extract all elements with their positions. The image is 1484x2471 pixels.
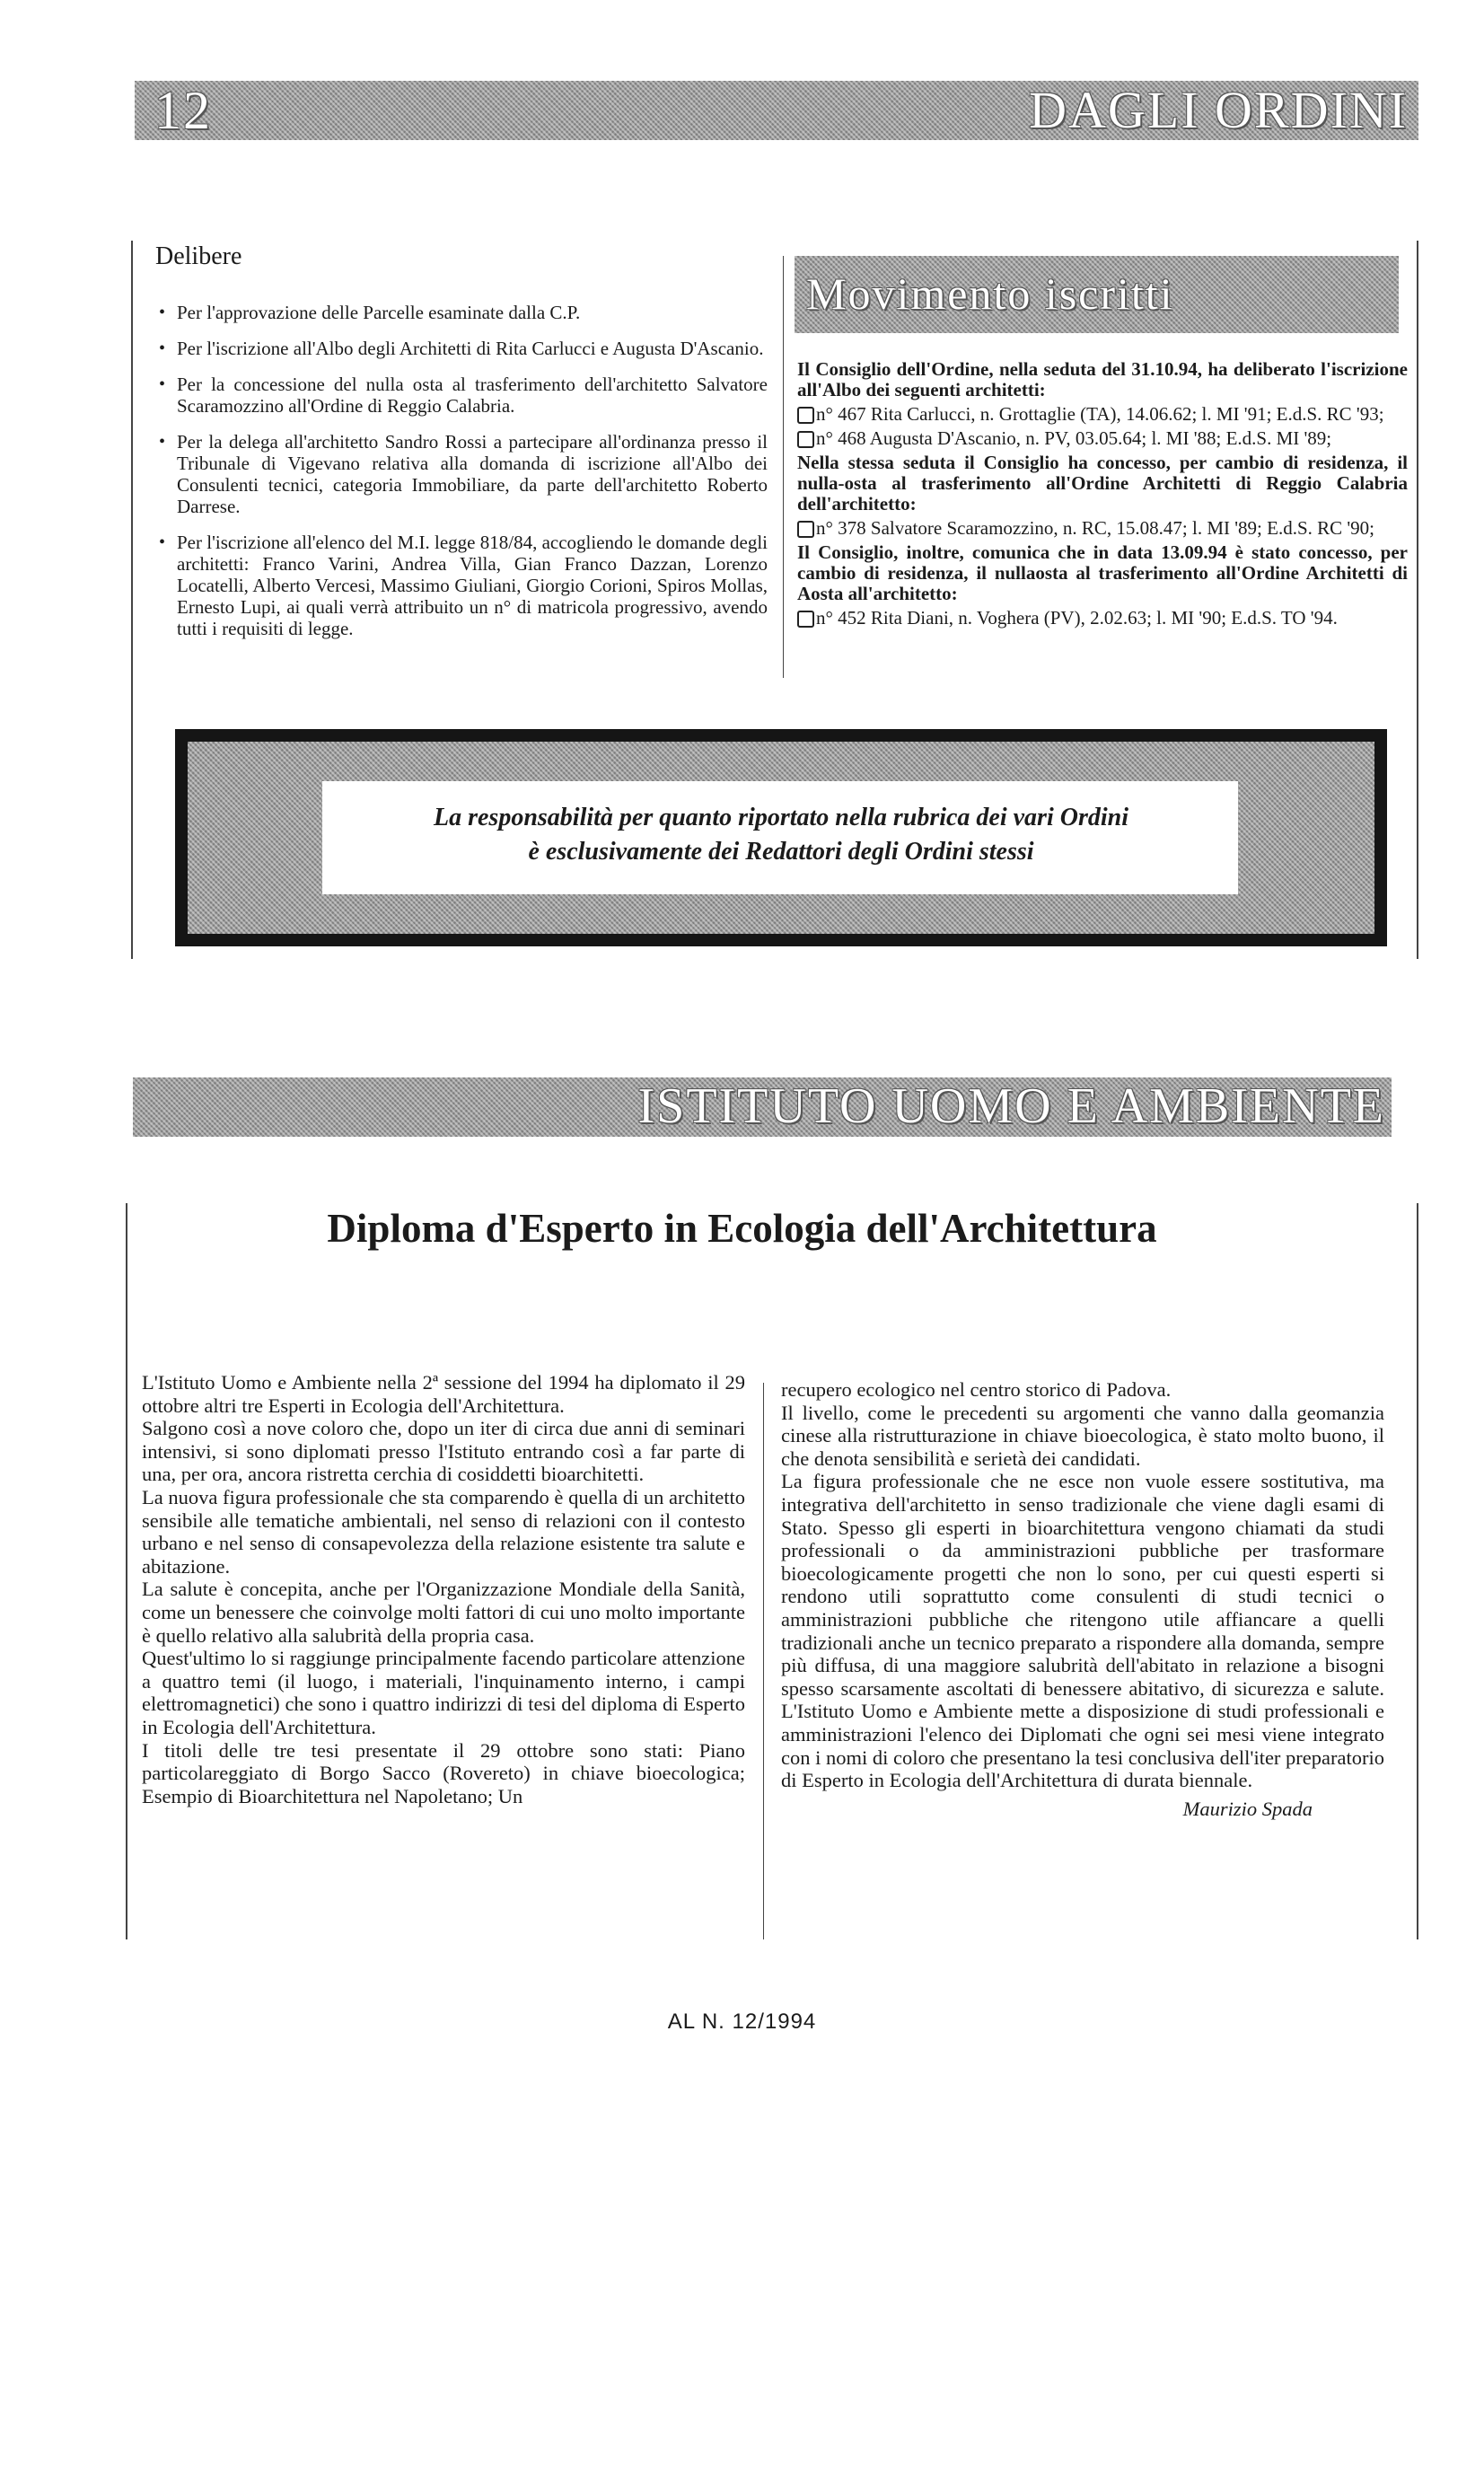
column-divider xyxy=(783,256,784,678)
article-paragraph: La salute è concepita, anche per l'Organizzazione Mondiale della Sanità, come un benessere che coinvolge molti fattori di cui uno molto importante è quello relativo alla salubrità della propria casa. xyxy=(142,1578,745,1647)
registration-text: n° 468 Augusta D'Ascanio, n. PV, 03.05.64; l. MI '88; E.d.S. MI '89; xyxy=(816,427,1332,449)
notice-line-2: è esclusivamente dei Redattori degli Ordini stessi xyxy=(528,838,1034,866)
article-paragraph: Il livello, come le precedenti su argomenti che vanno dalla geomanzia cinese alla ristrutturazione in chiave bioecologica, è stato molto buono, il che denota sensibilità e serietà dei candidati. xyxy=(781,1401,1384,1470)
istituto-banner-title: ISTITUTO UOMO E AMBIENTE xyxy=(637,1078,1385,1134)
article-right-column xyxy=(781,1378,1384,1820)
list-item: • Per l'approvazione delle Parcelle esaminate dalla C.P. xyxy=(155,302,768,323)
registration-entry xyxy=(797,608,1408,632)
article-left-column xyxy=(142,1371,745,1807)
notice-text xyxy=(175,801,1387,869)
article-paragraph: recupero ecologico nel centro storico di Padova. xyxy=(781,1378,1172,1401)
article-paragraph: I titoli delle tre tesi presentate il 29 ottobre sono stati: Piano particolareggiato di Borgo Sacco (Rovereto) in chiave bioecologica; Esempio di Bioarchitettura nel Napoletano; Un xyxy=(142,1738,745,1807)
page-number: 12 xyxy=(154,81,212,140)
frame-right-line xyxy=(1417,241,1418,959)
registration-text: n° 378 Salvatore Scaramozzino, n. RC, 15.08.47; l. MI '89; E.d.S. RC '90; xyxy=(816,517,1375,539)
transfer-paragraph: Nella stessa seduta il Consiglio ha concesso, per cambio di residenza, il nulla-osta al trasferimento all'Ordine Architetti di Reggio Calabria dell'architetto: xyxy=(797,452,1408,514)
movimento-intro: Il Consiglio dell'Ordine, nella seduta del 31.10.94, ha deliberato l'iscrizione all'Albo dei seguenti architetti: xyxy=(797,358,1408,400)
lower-frame-right-line xyxy=(1417,1203,1418,1939)
checkbox-icon xyxy=(797,611,814,628)
registration-entry xyxy=(797,428,1408,453)
council-notice: Il Consiglio, inoltre, comunica che in data 13.09.94 è stato concesso, per cambio di residenza, il nullaosta al trasferimento all'Ordine Architetti di Aosta all'architetto: xyxy=(797,541,1408,604)
movimento-title: Movimento iscritti xyxy=(806,268,1174,319)
registration-text: n° 467 Rita Carlucci, n. Grottaglie (TA), 14.06.62; l. MI '91; E.d.S. RC '93; xyxy=(816,403,1384,425)
section-title: DAGLI ORDINI xyxy=(1029,81,1408,139)
article-paragraph: Salgono così a nove coloro che, dopo un iter di circa due anni di seminari intensivi, si sono diplomati presso l'Istituto entrando così a far parte di una, per ora, ancora ristretta cerchia di cosiddetti bioarchitetti. xyxy=(142,1417,745,1486)
footer-issue: AL N. 12/1994 xyxy=(667,2009,817,2034)
registration-text: n° 452 Rita Diani, n. Voghera (PV), 2.02.63; l. MI '90; E.d.S. TO '94. xyxy=(816,607,1338,629)
article-paragraph: Quest'ultimo lo si raggiunge principalmente facendo particolare attenzione a quattro temi (il luogo, i materiali, l'inquinamento interno, i campi elettromagnetici) che sono i quattro indirizzi di tesi del diploma di Esperto in Ecologia dell'Architettura. xyxy=(142,1647,745,1738)
registration-entry xyxy=(797,404,1408,428)
checkbox-icon xyxy=(797,521,814,538)
article-headline: Diploma d'Esperto in Ecologia dell'Architettura xyxy=(327,1206,1157,1251)
registration-entry xyxy=(797,518,1408,542)
article-author: Maurizio Spada xyxy=(1182,1797,1313,1820)
list-item: • Per l'iscrizione all'Albo degli Architetti di Rita Carlucci e Augusta D'Ascanio. xyxy=(155,338,768,359)
lower-frame-left-line xyxy=(126,1203,127,1939)
movimento-body xyxy=(797,359,1408,632)
notice-line-1: La responsabilità per quanto riportato nella rubrica dei vari Ordini xyxy=(434,804,1128,831)
list-item: • Per l'iscrizione all'elenco del M.I. legge 818/84, accogliendo le domande degli architetti: Franco Varini, Andrea Villa, Gian Franco Dazzan, Lorenzo Locatelli, Alberto Vercesi, Massimo Giuliani, Giorgio Corioni, Spiros Mollas, Ernesto Lupi, ai quali verrà attribuito un n° di matricola progressivo, avendo tutti i requisiti di legge. xyxy=(155,532,768,639)
delibere-section xyxy=(155,242,768,654)
article-paragraph: L'Istituto Uomo e Ambiente nella 2ª sessione del 1994 ha diplomato il 29 ottobre altri tre Esperti in Ecologia dell'Architettura. xyxy=(142,1371,745,1417)
article-paragraph: La nuova figura professionale che sta comparendo è quella di un architetto sensibile alle tematiche ambientali, nel senso di relazioni con il contesto urbano e nel senso di consapevolezza della relazione esistente tra salute e abitazione. xyxy=(142,1485,745,1578)
notice-box xyxy=(175,729,1387,946)
delibere-list xyxy=(155,302,768,639)
list-item: • Per la delega all'architetto Sandro Rossi a partecipare all'ordinanza presso il Tribunale di Vigevano relativa alla domanda di iscrizione all'Albo dei Consulenti tecnici, categoria Immobiliare, da parte dell'architetto Roberto Darrese. xyxy=(155,431,768,517)
delibere-title: Delibere xyxy=(155,242,242,270)
lower-column-divider xyxy=(763,1383,764,1939)
list-item: • Per la concessione del nulla osta al trasferimento dell'architetto Salvatore Scaramozzino all'Ordine di Reggio Calabria. xyxy=(155,374,768,417)
frame-left-line xyxy=(131,241,133,959)
checkbox-icon xyxy=(797,431,814,448)
checkbox-icon xyxy=(797,407,814,424)
article-paragraph: La figura professionale che ne esce non vuole essere sostitutiva, ma integrativa dell'architetto in senso tradizionale che viene dagli esami di Stato. Spesso gli esperti in bioarchitettura vengono chiamati da studi professionali o da amministrazioni pubbliche per trasformare bioecologicamente progetti che non lo sono, per cui questi esperti si rendono utili soprattutto come consulenti di studi tecnici o amministrazioni pubbliche che ritengono utile affiancare a quelli tradizionali anche un tecnico preparato a rispondere alla domanda, sempre più diffusa, di una maggiore salubrità dell'abitato in relazione a bisogni spesso scarsamente ascoltati di benessere abitativo, di sicurezza e salute. L'Istituto Uomo e Ambiente mette a disposizione di studi professionali e amministrazioni l'elenco dei Diplomati che ogni sei mesi viene integrato con i nomi di coloro che presentano la tesi conclusiva dell'iter preparatorio di Esperto in Ecologia dell'Architettura di durata biennale. xyxy=(781,1470,1384,1792)
